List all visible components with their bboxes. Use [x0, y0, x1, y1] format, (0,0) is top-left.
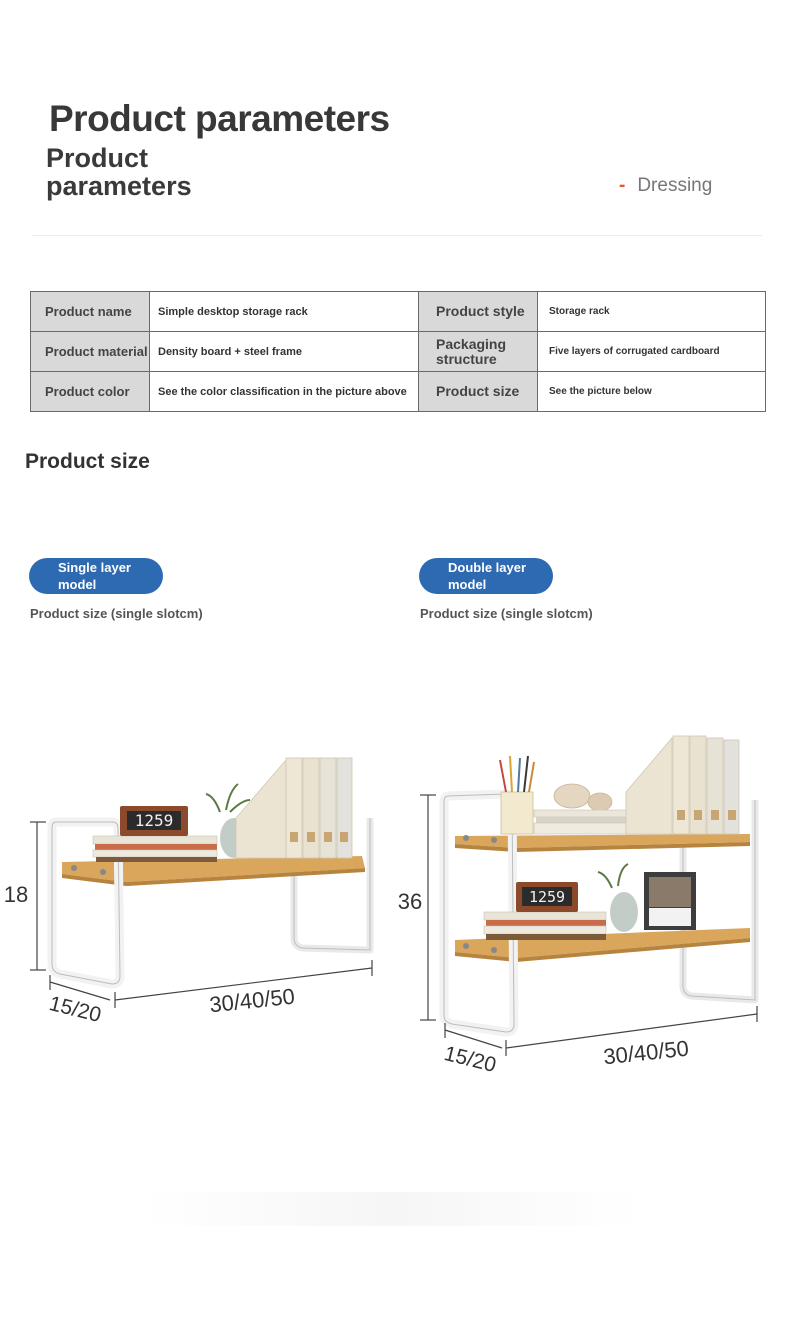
category-tag-label: Dressing	[637, 175, 713, 196]
parameters-table	[30, 291, 766, 412]
size-heading: Product size	[25, 450, 150, 473]
single-layer-badge	[29, 558, 163, 594]
faint-footer-band	[140, 1192, 640, 1226]
param-key: Packaging structure	[419, 332, 538, 372]
param-key: Product name	[31, 292, 150, 332]
single-height-label: 18	[3, 882, 29, 907]
double-layer-rack-illustration	[398, 736, 757, 1077]
double-height-label: 36	[397, 889, 423, 914]
dash-icon: -	[619, 175, 626, 196]
param-key: Product style	[419, 292, 538, 332]
single-layer-rack-illustration	[4, 758, 372, 1027]
param-value: Simple desktop storage rack	[150, 292, 419, 332]
param-value: Five layers of corrugated cardboard	[538, 332, 766, 372]
param-value: See the picture below	[538, 372, 766, 412]
param-key: Product size	[419, 372, 538, 412]
double-width-label: 30/40/50	[602, 1035, 690, 1070]
table-row	[31, 292, 766, 332]
page-title: Product parameters	[49, 98, 390, 139]
double-layer-badge	[419, 558, 553, 594]
single-layer-label: Single layer model	[58, 560, 131, 592]
product-illustrations	[0, 700, 790, 1100]
table-row	[31, 372, 766, 412]
param-value: Density board + steel frame	[150, 332, 419, 372]
clock-display: 1259	[134, 811, 174, 830]
param-value: See the color classification in the picture above	[150, 372, 419, 412]
category-tag	[619, 175, 712, 197]
single-width-label: 30/40/50	[208, 983, 296, 1018]
divider	[32, 235, 762, 236]
double-layer-label: Double layer model	[448, 560, 527, 592]
single-size-caption: Product size (single slotcm)	[30, 606, 203, 621]
double-depth-label: 15/20	[441, 1041, 499, 1078]
param-key: Product material	[31, 332, 150, 372]
page-subtitle: Product parameters	[46, 143, 192, 201]
single-depth-label: 15/20	[46, 991, 104, 1028]
double-size-caption: Product size (single slotcm)	[420, 606, 593, 621]
table-row	[31, 332, 766, 372]
param-value: Storage rack	[538, 292, 766, 332]
clock-display: 1259	[528, 888, 566, 906]
param-key: Product color	[31, 372, 150, 412]
